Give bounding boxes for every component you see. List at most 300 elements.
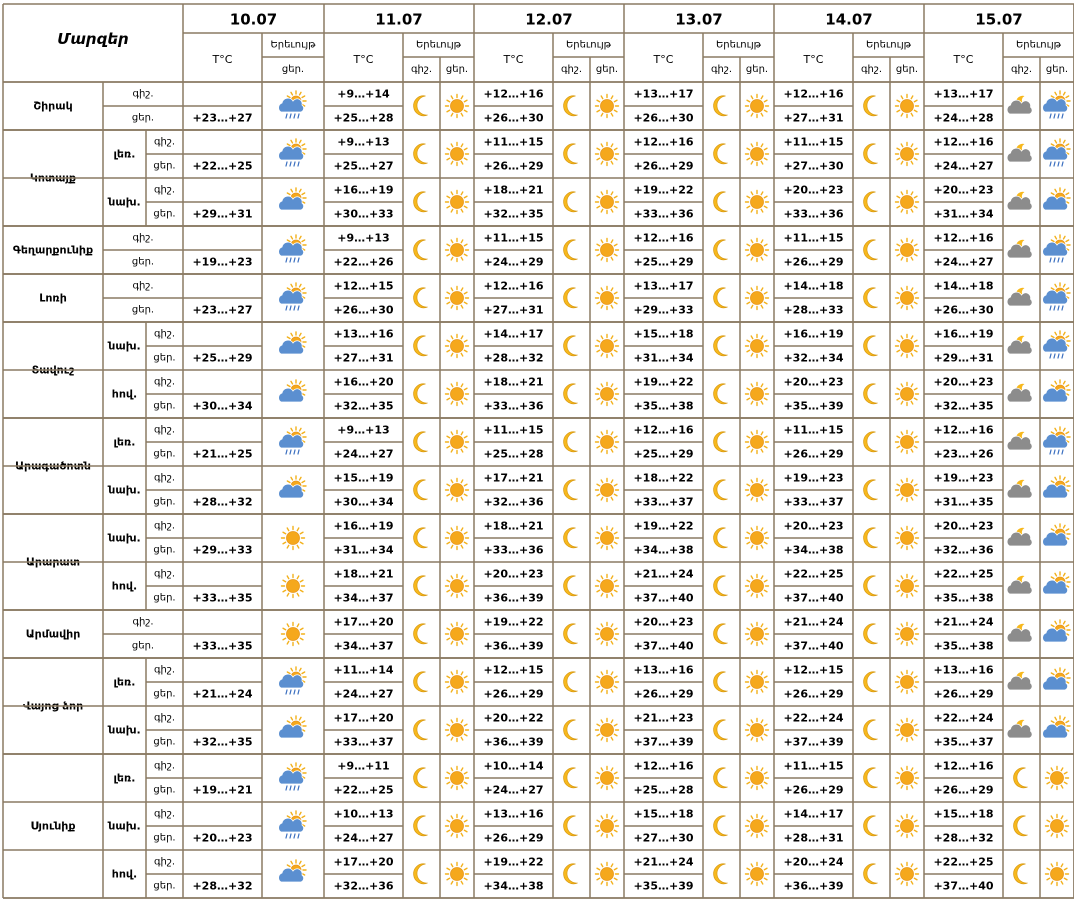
day-temp: +28…+32 [933,831,994,845]
day-label: ցեր. [153,352,176,364]
day-temp: +33…+36 [483,543,544,557]
weather-icon-moon [564,240,578,260]
day-temp: +23…+27 [192,111,253,125]
day-temp: +31…+34 [633,351,694,365]
day-temp: +26…+30 [483,111,544,125]
weather-icon-sun [596,623,619,646]
night-label: գիշ. [153,328,176,340]
day-temp: +22…+25 [333,783,394,797]
weather-icon-sun [896,335,919,358]
day-temp: +32…+36 [483,495,544,509]
night-temp: +21…+24 [933,615,994,629]
day-temp: +29…+33 [633,303,694,317]
weather-icon-sun [746,143,769,166]
night-temp: +20…+22 [483,711,544,725]
night-temp: +13…+17 [633,87,694,101]
weather-icon-moon [1014,864,1028,884]
day-temp: +34…+38 [633,543,694,557]
day-temp: +37…+39 [633,735,694,749]
weather-icon-cloud-sun [1043,620,1070,642]
temp-header: T°C [953,53,974,66]
day-temp: +24…+27 [333,687,394,701]
day-temp: +26…+30 [333,303,394,317]
day-temp: +26…+29 [933,687,994,701]
night-temp: +12…+16 [633,135,694,149]
weather-icon-moon [564,576,578,596]
weather-icon-moon [714,768,728,788]
day-temp: +25…+28 [633,783,694,797]
night-temp: +19…+22 [483,615,544,629]
night-temp: +16…+19 [333,183,394,197]
night-label: գիշ. [153,760,176,772]
weather-icon-moon [864,96,878,116]
weather-icon-sun [446,335,469,358]
weather-icon-sun [596,239,619,262]
night-temp: +12…+15 [333,279,394,293]
night-temp: +22…+25 [783,567,844,581]
day-label: ցեր. [131,112,155,124]
day-temp: +26…+29 [933,783,994,797]
night-temp: +22…+25 [933,855,994,869]
weather-icon-sun [446,863,469,886]
weather-icon-sun [896,815,919,838]
day-temp: +24…+29 [483,255,544,269]
day-temp: +33…+36 [783,207,844,221]
weather-icon-sun [596,767,619,790]
weather-icon-moon [414,384,428,404]
weather-icon-moon [564,336,578,356]
weather-icon-sun [746,719,769,742]
day-temp: +35…+38 [933,639,994,653]
weather-icon-cloud-sun [279,860,306,882]
temp-header: T°C [653,53,674,66]
subregion-label: նախ. [108,723,141,737]
night-temp: +16…+19 [333,519,394,533]
night-header: գիշ. [860,64,883,75]
weather-icon-sun [446,95,469,118]
night-temp: +21…+23 [633,711,694,725]
night-temp: +9…+14 [337,87,390,101]
region-name: Վայոց ձոր [22,699,84,713]
weather-icon-sun [282,575,305,598]
weather-icon-moon [564,480,578,500]
weather-icon-moon [864,384,878,404]
night-temp: +18…+21 [483,519,544,533]
weather-icon-moon [714,240,728,260]
day-temp: +26…+29 [783,255,844,269]
weather-icon-sun [746,767,769,790]
weather-icon-sun [896,191,919,214]
temp-header: T°C [212,53,233,66]
night-temp: +12…+16 [933,231,994,245]
day-temp: +37…+40 [633,591,694,605]
night-label: գիշ. [153,376,176,388]
region-name: Տավուշ [31,363,75,377]
weather-icon-cloud-moon [1007,336,1032,354]
weather-icon-sun [896,575,919,598]
weather-icon-moon [414,720,428,740]
day-label: ցեր. [153,592,176,604]
night-temp: +20…+23 [783,375,844,389]
night-temp: +11…+15 [483,231,544,245]
date-13-07: 13.07 [675,10,723,29]
day-temp: +34…+37 [333,639,394,653]
night-temp: +15…+19 [333,471,394,485]
day-label: ցեր. [153,448,176,460]
night-temp: +18…+21 [483,183,544,197]
day-label: ցեր. [153,160,176,172]
weather-icon-moon [864,768,878,788]
weather-icon-moon [714,192,728,212]
night-temp: +21…+24 [783,615,844,629]
night-temp: +19…+22 [633,375,694,389]
night-temp: +16…+20 [333,375,394,389]
weather-icon-cloud-rain-sun [279,811,306,838]
phenomenon-header: Երեւույթ [1015,39,1062,51]
night-label: գիշ. [153,136,176,148]
night-temp: +19…+22 [633,183,694,197]
weather-icon-sun [746,431,769,454]
subregion-label: նախ. [108,483,141,497]
weather-icon-sun [282,527,305,550]
day-temp: +36…+39 [483,735,544,749]
night-label: գիշ. [153,712,176,724]
weather-icon-cloud-rain-sun [1043,331,1070,358]
day-temp: +26…+29 [783,783,844,797]
day-temp: +32…+35 [933,399,994,413]
weather-icon-sun [746,527,769,550]
weather-icon-sun [446,431,469,454]
weather-icon-moon [414,672,428,692]
weather-icon-cloud-rain-sun [279,667,306,694]
night-label: գիշ. [132,232,154,244]
day-temp: +34…+38 [783,543,844,557]
weather-icon-moon [864,864,878,884]
weather-icon-cloud-rain-sun [279,763,306,790]
night-label: գիշ. [153,808,176,820]
day-temp: +21…+25 [192,447,253,461]
night-temp: +17…+20 [333,855,394,869]
day-label: ցեր. [153,496,176,508]
weather-icon-moon [714,432,728,452]
weather-icon-moon [714,864,728,884]
region-name: Լոռի [39,291,67,305]
weather-icon-sun [896,767,919,790]
phenomenon-header: Երեւույթ [415,39,462,51]
weather-icon-cloud-sun [279,380,306,402]
day-temp: +25…+28 [333,111,394,125]
region-name: Կոտայք [29,171,77,185]
weather-icon-cloud-sun [1043,476,1070,498]
night-temp: +17…+20 [333,711,394,725]
weather-icon-sun [896,671,919,694]
day-temp: +32…+36 [333,879,394,893]
night-label: գիշ. [153,520,176,532]
weather-icon-moon [414,816,428,836]
night-temp: +20…+23 [783,519,844,533]
night-temp: +11…+14 [333,663,394,677]
night-temp: +10…+13 [333,807,394,821]
night-temp: +12…+16 [633,231,694,245]
day-temp: +36…+39 [483,639,544,653]
day-temp: +25…+28 [483,447,544,461]
day-temp: +33…+35 [192,591,253,605]
day-label: ցեր. [131,640,155,652]
weather-icon-sun [896,863,919,886]
date-12-07: 12.07 [525,10,573,29]
day-temp: +34…+37 [333,591,394,605]
night-temp: +12…+16 [933,135,994,149]
weather-icon-moon [864,816,878,836]
night-temp: +12…+16 [783,87,844,101]
weather-icon-sun [446,575,469,598]
weather-icon-cloud-sun [279,716,306,738]
subregion-label: լեռ. [113,771,136,785]
weather-icon-cloud-moon [1007,672,1032,690]
weather-icon-moon [864,672,878,692]
night-temp: +19…+22 [633,519,694,533]
night-temp: +17…+20 [333,615,394,629]
weather-icon-moon [564,672,578,692]
weather-icon-moon [564,288,578,308]
weather-icon-cloud-moon [1007,480,1032,498]
weather-icon-moon [714,672,728,692]
night-temp: +13…+17 [633,279,694,293]
weather-icon-moon [864,336,878,356]
day-temp: +31…+34 [333,543,394,557]
weather-icon-moon [714,528,728,548]
day-temp: +26…+29 [483,159,544,173]
day-label: ցեր. [153,832,176,844]
night-temp: +16…+19 [783,327,844,341]
night-label: գիշ. [132,616,154,628]
day-temp: +25…+29 [192,351,253,365]
day-temp: +37…+40 [783,639,844,653]
night-temp: +20…+23 [783,183,844,197]
night-temp: +15…+18 [633,807,694,821]
weather-icon-moon [1014,768,1028,788]
weather-icon-moon [564,144,578,164]
night-temp: +11…+15 [783,423,844,437]
weather-icon-moon [414,864,428,884]
weather-icon-moon [564,384,578,404]
day-header: ցեր. [895,64,919,75]
night-temp: +11…+15 [783,759,844,773]
day-temp: +36…+39 [783,879,844,893]
day-temp: +32…+35 [483,207,544,221]
night-label: գիշ. [132,280,154,292]
weather-icon-sun [896,383,919,406]
regions-header: Մարզեր [57,30,129,48]
night-temp: +20…+23 [933,519,994,533]
weather-icon-moon [714,576,728,596]
weather-icon-moon [414,480,428,500]
weather-icon-sun [446,719,469,742]
day-label: ցեր. [131,256,155,268]
night-temp: +12…+16 [483,279,544,293]
weather-icon-sun [596,575,619,598]
day-temp: +32…+35 [192,735,253,749]
night-label: գիշ. [153,568,176,580]
night-temp: +16…+19 [933,327,994,341]
region-name: Արագածոտն [15,459,91,473]
weather-icon-cloud-moon [1007,720,1032,738]
day-temp: +25…+29 [633,255,694,269]
weather-icon-sun [596,191,619,214]
region-name: Արմավիր [25,627,81,641]
weather-icon-sun [896,95,919,118]
weather-icon-moon [714,720,728,740]
weather-icon-cloud-moon [1007,528,1032,546]
night-temp: +12…+16 [633,759,694,773]
weather-icon-moon [414,288,428,308]
night-temp: +14…+18 [933,279,994,293]
weather-icon-sun [446,767,469,790]
night-temp: +22…+24 [933,711,994,725]
temp-header: T°C [503,53,524,66]
day-temp: +28…+32 [192,495,253,509]
day-temp: +35…+39 [633,879,694,893]
weather-icon-sun [896,239,919,262]
day-temp: +33…+37 [333,735,394,749]
day-label: ցեր. [153,880,176,892]
day-temp: +29…+31 [933,351,994,365]
weather-icon-cloud-moon [1007,624,1032,642]
weather-icon-cloud-sun [279,332,306,354]
weather-icon-moon [414,768,428,788]
day-temp: +32…+34 [783,351,844,365]
day-label: ցեր. [153,544,176,556]
night-temp: +11…+15 [483,423,544,437]
weather-icon-sun [596,815,619,838]
weather-icon-sun [746,383,769,406]
phenomenon-header: Երեւույթ [865,39,912,51]
day-temp: +26…+29 [633,687,694,701]
weather-icon-cloud-rain-sun [279,91,306,118]
night-temp: +18…+21 [483,375,544,389]
night-temp: +13…+17 [933,87,994,101]
weather-icon-sun [446,383,469,406]
weather-icon-sun [896,479,919,502]
subregion-label: հով. [111,387,138,401]
weather-icon-moon [714,144,728,164]
day-label: ցեր. [153,688,176,700]
night-label: գիշ. [153,856,176,868]
weather-icon-moon [714,624,728,644]
day-temp: +20…+23 [192,831,253,845]
night-temp: +12…+16 [483,87,544,101]
weather-icon-sun [596,383,619,406]
weather-icon-moon [564,96,578,116]
day-temp: +28…+31 [783,831,844,845]
night-temp: +13…+16 [633,663,694,677]
subregion-label: հով. [111,579,138,593]
weather-icon-cloud-rain-sun [279,427,306,454]
day-temp: +23…+26 [933,447,994,461]
weather-icon-moon [714,816,728,836]
weather-icon-sun [596,719,619,742]
weather-icon-moon [864,432,878,452]
day-temp: +32…+36 [933,543,994,557]
weather-icon-sun [746,95,769,118]
weather-icon-sun [1046,767,1069,790]
phenomenon-header: Երեւույթ [270,39,316,51]
region-name: Արարատ [25,555,81,569]
night-temp: +11…+15 [783,231,844,245]
night-temp: +17…+21 [483,471,544,485]
weather-icon-sun [1046,863,1069,886]
night-label: գիշ. [153,184,176,196]
region-name: Սյունիք [30,819,76,833]
weather-icon-sun [896,143,919,166]
night-temp: +15…+18 [633,327,694,341]
weather-icon-moon [714,384,728,404]
night-temp: +21…+24 [633,855,694,869]
day-temp: +26…+29 [783,447,844,461]
day-header: ցեր. [595,64,619,75]
day-label: ցեր. [153,736,176,748]
night-temp: +22…+25 [933,567,994,581]
day-temp: +33…+37 [633,495,694,509]
day-temp: +19…+23 [192,255,253,269]
weather-icon-cloud-moon [1007,288,1032,306]
weather-icon-cloud-moon [1007,96,1032,114]
region-name: Գեղարքունիք [12,243,94,257]
phenomenon-header: Երեւույթ [565,39,612,51]
day-temp: +37…+40 [933,879,994,893]
night-temp: +15…+18 [933,807,994,821]
weather-icon-sun [896,623,919,646]
weather-icon-sun [446,527,469,550]
weather-icon-cloud-moon [1007,576,1032,594]
temp-header: T°C [803,53,824,66]
weather-icon-sun [746,479,769,502]
weather-icon-cloud-rain-sun [1043,91,1070,118]
weather-icon-sun [596,527,619,550]
day-temp: +27…+30 [633,831,694,845]
weather-icon-sun [282,623,305,646]
night-temp: +10…+14 [483,759,544,773]
weather-icon-sun [446,191,469,214]
weather-icon-sun [446,623,469,646]
weather-icon-moon [414,432,428,452]
day-header: ցեր. [281,64,305,75]
day-temp: +22…+25 [192,159,253,173]
weather-icon-sun [746,239,769,262]
day-temp: +28…+32 [192,879,253,893]
weather-icon-moon [564,816,578,836]
weather-icon-sun [446,479,469,502]
day-temp: +31…+35 [933,495,994,509]
weather-icon-sun [596,335,619,358]
weather-icon-sun [446,671,469,694]
day-temp: +35…+37 [933,735,994,749]
weather-icon-moon [414,336,428,356]
weather-icon-moon [864,720,878,740]
weather-icon-moon [414,192,428,212]
day-temp: +24…+27 [933,255,994,269]
weather-icon-cloud-moon [1007,432,1032,450]
weather-icon-sun [446,239,469,262]
weather-icon-moon [564,624,578,644]
weather-icon-moon [864,624,878,644]
weather-icon-moon [864,288,878,308]
weather-icon-moon [714,288,728,308]
night-temp: +20…+23 [633,615,694,629]
night-temp: +19…+22 [483,855,544,869]
weather-icon-cloud-sun [1043,572,1070,594]
weather-icon-sun [446,815,469,838]
